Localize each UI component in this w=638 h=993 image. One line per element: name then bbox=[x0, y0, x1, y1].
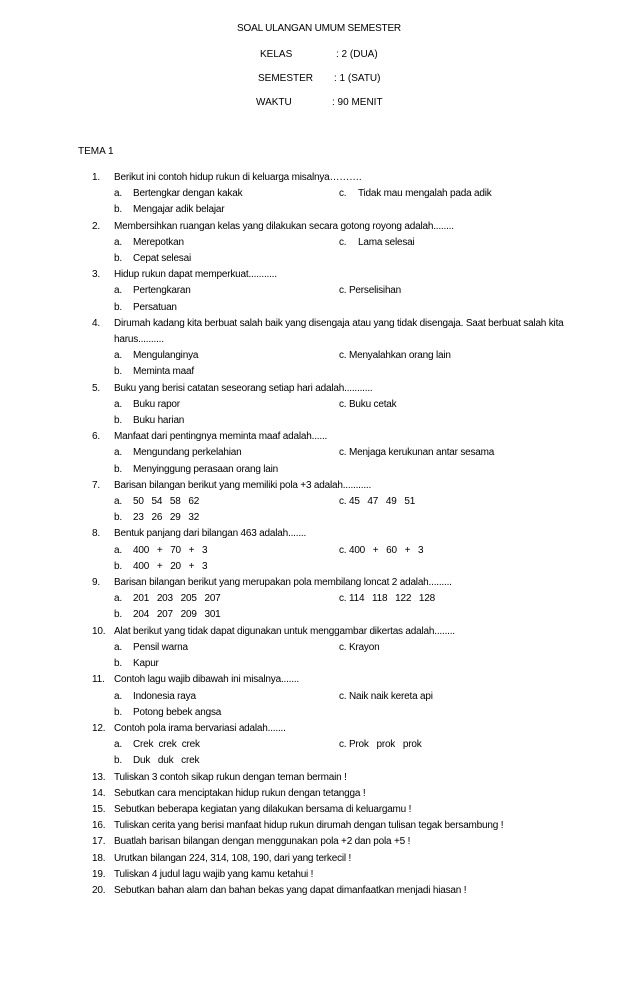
option-letter: b. bbox=[114, 658, 122, 670]
option-text: c. 114 118 122 128 bbox=[339, 593, 436, 605]
option-text: c. 45 47 49 51 bbox=[339, 496, 416, 508]
question-number: 15. bbox=[92, 803, 106, 815]
info-key: SEMESTER bbox=[258, 73, 314, 84]
question-text: Tuliskan 4 judul lagu wajib yang kamu ketahui ! bbox=[114, 868, 314, 880]
question-item bbox=[92, 802, 572, 818]
question-number: 18. bbox=[92, 852, 106, 864]
option-letter: a. bbox=[114, 188, 122, 200]
option-letter: a. bbox=[114, 350, 122, 362]
option-letter: b. bbox=[114, 253, 122, 265]
option-text: Buku harian bbox=[133, 415, 185, 427]
option-letter: a. bbox=[114, 496, 122, 508]
question-number: 1. bbox=[92, 172, 100, 183]
info-row-class bbox=[256, 48, 383, 72]
question-number: 16. bbox=[92, 820, 106, 832]
option-text: Pertengkaran bbox=[133, 285, 191, 297]
option-letter: c. bbox=[339, 188, 347, 200]
option-row bbox=[92, 251, 572, 267]
option-letter: b. bbox=[114, 512, 122, 524]
option-text: 204 207 209 301 bbox=[133, 609, 221, 621]
question-item bbox=[92, 526, 572, 575]
option-text: 400 + 70 + 3 bbox=[133, 544, 208, 556]
question-number: 10. bbox=[92, 625, 106, 637]
question-item bbox=[92, 316, 572, 381]
question-item bbox=[92, 818, 572, 834]
option-letter: b. bbox=[114, 301, 122, 313]
question-item bbox=[92, 170, 572, 219]
question-item bbox=[92, 429, 572, 478]
option-row bbox=[92, 559, 572, 575]
question-text: Alat berikut yang tidak dapat digunakan untuk menggambar dikertas adalah........ bbox=[114, 625, 455, 637]
option-text: c. Prok prok prok bbox=[339, 739, 422, 751]
option-letter: a. bbox=[114, 690, 122, 702]
info-key: KELAS bbox=[260, 49, 293, 60]
question-item bbox=[92, 851, 572, 867]
question-item bbox=[92, 219, 572, 268]
question-item bbox=[92, 478, 572, 527]
info-value: : 90 MENIT bbox=[332, 97, 383, 108]
info-row-semester bbox=[256, 72, 383, 96]
option-text: c. Buku cetak bbox=[339, 398, 397, 410]
option-row bbox=[92, 640, 572, 656]
option-row bbox=[92, 462, 572, 478]
info-key: WAKTU bbox=[256, 97, 292, 108]
option-text: c. Menyalahkan orang lain bbox=[339, 350, 451, 362]
question-item bbox=[92, 672, 572, 721]
option-letter: a. bbox=[114, 593, 122, 605]
option-letter: b. bbox=[114, 415, 122, 427]
question-number: 12. bbox=[92, 722, 106, 734]
question-text: Contoh pola irama bervariasi adalah....... bbox=[114, 722, 286, 734]
question-text: Bentuk panjang dari bilangan 463 adalah....... bbox=[114, 528, 307, 540]
option-row bbox=[92, 202, 572, 218]
question-number: 19. bbox=[92, 868, 106, 880]
option-row bbox=[92, 737, 572, 753]
question-text: Hidup rukun dapat memperkuat........... bbox=[114, 269, 277, 281]
option-text: Meminta maaf bbox=[133, 366, 194, 378]
option-text: Crek crek crek bbox=[133, 739, 200, 751]
question-text: Sebutkan cara menciptakan hidup rukun dengan tetangga ! bbox=[114, 787, 366, 799]
question-list bbox=[92, 170, 572, 899]
option-text: Merepotkan bbox=[133, 236, 184, 248]
option-row bbox=[92, 689, 572, 705]
option-letter: c. bbox=[339, 236, 347, 248]
option-row bbox=[92, 364, 572, 380]
option-text: 50 54 58 62 bbox=[133, 496, 200, 508]
option-text: Persatuan bbox=[133, 301, 177, 313]
option-text: Cepat selesai bbox=[133, 253, 191, 265]
option-text: Bertengkar dengan kakak bbox=[133, 188, 243, 200]
option-row bbox=[92, 445, 572, 461]
option-row bbox=[92, 283, 572, 299]
option-letter: b. bbox=[114, 560, 122, 572]
question-item bbox=[92, 883, 572, 899]
option-row bbox=[92, 607, 572, 623]
question-text: Contoh lagu wajib dibawah ini misalnya....... bbox=[114, 674, 299, 686]
option-text: c. Naik naik kereta api bbox=[339, 690, 433, 702]
option-row bbox=[92, 656, 572, 672]
question-number: 17. bbox=[92, 836, 106, 848]
option-text: c. Menjaga kerukunan antar sesama bbox=[339, 447, 495, 459]
question-number: 8. bbox=[92, 528, 100, 540]
question-item bbox=[92, 624, 572, 673]
option-text: Mengajar adik belajar bbox=[133, 204, 225, 216]
question-text: Sebutkan bahan alam dan bahan bekas yang dapat dimanfaatkan menjadi hiasan ! bbox=[114, 884, 467, 896]
question-text: Berikut ini contoh hidup rukun di keluarga misalnya………. bbox=[114, 172, 362, 183]
option-text: Potong bebek angsa bbox=[133, 706, 222, 718]
option-text: 400 + 20 + 3 bbox=[133, 560, 208, 572]
option-row bbox=[92, 413, 572, 429]
option-letter: b. bbox=[114, 706, 122, 718]
question-number: 6. bbox=[92, 431, 100, 443]
question-text: Dirumah kadang kita berbuat salah baik yang disengaja atau yang tidak disengaja. Saat berbuat salah kita harus.......... bbox=[114, 317, 564, 346]
option-text: Duk duk crek bbox=[133, 755, 200, 767]
question-text: Barisan bilangan berikut yang memiliki pola +3 adalah........... bbox=[114, 479, 372, 491]
question-number: 20. bbox=[92, 884, 106, 896]
option-letter: a. bbox=[114, 285, 122, 297]
question-number: 4. bbox=[92, 317, 100, 329]
info-value: : 2 (DUA) bbox=[336, 49, 378, 60]
option-letter: a. bbox=[114, 739, 122, 751]
question-number: 9. bbox=[92, 577, 100, 589]
question-item bbox=[92, 786, 572, 802]
option-text: c. 400 + 60 + 3 bbox=[339, 544, 424, 556]
option-row bbox=[92, 186, 572, 202]
question-number: 13. bbox=[92, 771, 106, 783]
question-text: Tuliskan cerita yang berisi manfaat hidup rukun dirumah dengan tulisan tegak bersambung ! bbox=[114, 820, 504, 832]
option-row bbox=[92, 494, 572, 510]
info-row-time bbox=[256, 96, 383, 120]
option-row bbox=[92, 397, 572, 413]
question-text: Buku yang berisi catatan seseorang setiap hari adalah........... bbox=[114, 382, 373, 394]
question-text: Sebutkan beberapa kegiatan yang dilakukan bersama di keluargamu ! bbox=[114, 803, 412, 815]
option-text: c. Perselisihan bbox=[339, 285, 402, 297]
option-text: Buku rapor bbox=[133, 398, 180, 410]
question-text: Membersihkan ruangan kelas yang dilakukan secara gotong royong adalah........ bbox=[114, 220, 454, 232]
question-text: Manfaat dari pentingnya meminta maaf adalah...... bbox=[114, 431, 328, 443]
option-letter: a. bbox=[114, 641, 122, 653]
question-number: 7. bbox=[92, 479, 100, 491]
option-letter: b. bbox=[114, 463, 122, 475]
question-number: 3. bbox=[92, 269, 100, 281]
question-number: 2. bbox=[92, 220, 100, 232]
question-item bbox=[92, 834, 572, 850]
option-letter: a. bbox=[114, 544, 122, 556]
question-text: Buatlah barisan bilangan dengan menggunakan pola +2 dan pola +5 ! bbox=[114, 836, 411, 848]
option-row bbox=[92, 705, 572, 721]
option-text: Kapur bbox=[133, 658, 159, 670]
option-text: 201 203 205 207 bbox=[133, 593, 221, 605]
option-text: Lama selesai bbox=[358, 236, 415, 248]
option-text: c. Krayon bbox=[339, 641, 380, 653]
option-text: Tidak mau mengalah pada adik bbox=[358, 188, 492, 200]
question-item bbox=[92, 770, 572, 786]
option-letter: a. bbox=[114, 447, 122, 459]
option-letter: b. bbox=[114, 755, 122, 767]
option-row bbox=[92, 510, 572, 526]
question-text: Barisan bilangan berikut yang merupakan pola membilang loncat 2 adalah......... bbox=[114, 577, 452, 589]
question-item bbox=[92, 721, 572, 770]
question-text: Tuliskan 3 contoh sikap rukun dengan teman bermain ! bbox=[114, 771, 347, 783]
question-text: Urutkan bilangan 224, 314, 108, 190, dari yang terkecil ! bbox=[114, 852, 352, 864]
question-number: 11. bbox=[92, 674, 105, 686]
question-number: 5. bbox=[92, 382, 100, 394]
info-value: : 1 (SATU) bbox=[334, 73, 381, 84]
option-row bbox=[92, 348, 572, 364]
option-row bbox=[92, 543, 572, 559]
option-text: Menyinggung perasaan orang lain bbox=[133, 463, 279, 475]
section-heading: TEMA 1 bbox=[78, 146, 114, 157]
document-title: SOAL ULANGAN UMUM SEMESTER bbox=[237, 23, 401, 34]
question-item bbox=[92, 381, 572, 430]
exam-info bbox=[256, 48, 383, 120]
question-number: 14. bbox=[92, 787, 106, 799]
option-letter: a. bbox=[114, 236, 122, 248]
option-letter: b. bbox=[114, 366, 122, 378]
option-row bbox=[92, 300, 572, 316]
option-letter: b. bbox=[114, 609, 122, 621]
question-item bbox=[92, 575, 572, 624]
option-row bbox=[92, 753, 572, 769]
question-item bbox=[92, 867, 572, 883]
option-text: Pensil warna bbox=[133, 641, 188, 653]
option-text: Indonesia raya bbox=[133, 690, 196, 702]
option-row bbox=[92, 591, 572, 607]
question-item bbox=[92, 267, 572, 316]
option-letter: a. bbox=[114, 398, 122, 410]
option-letter: b. bbox=[114, 204, 122, 216]
option-row bbox=[92, 235, 572, 251]
option-text: Mengundang perkelahian bbox=[133, 447, 242, 459]
option-text: Mengulanginya bbox=[133, 350, 199, 362]
option-text: 23 26 29 32 bbox=[133, 512, 200, 524]
